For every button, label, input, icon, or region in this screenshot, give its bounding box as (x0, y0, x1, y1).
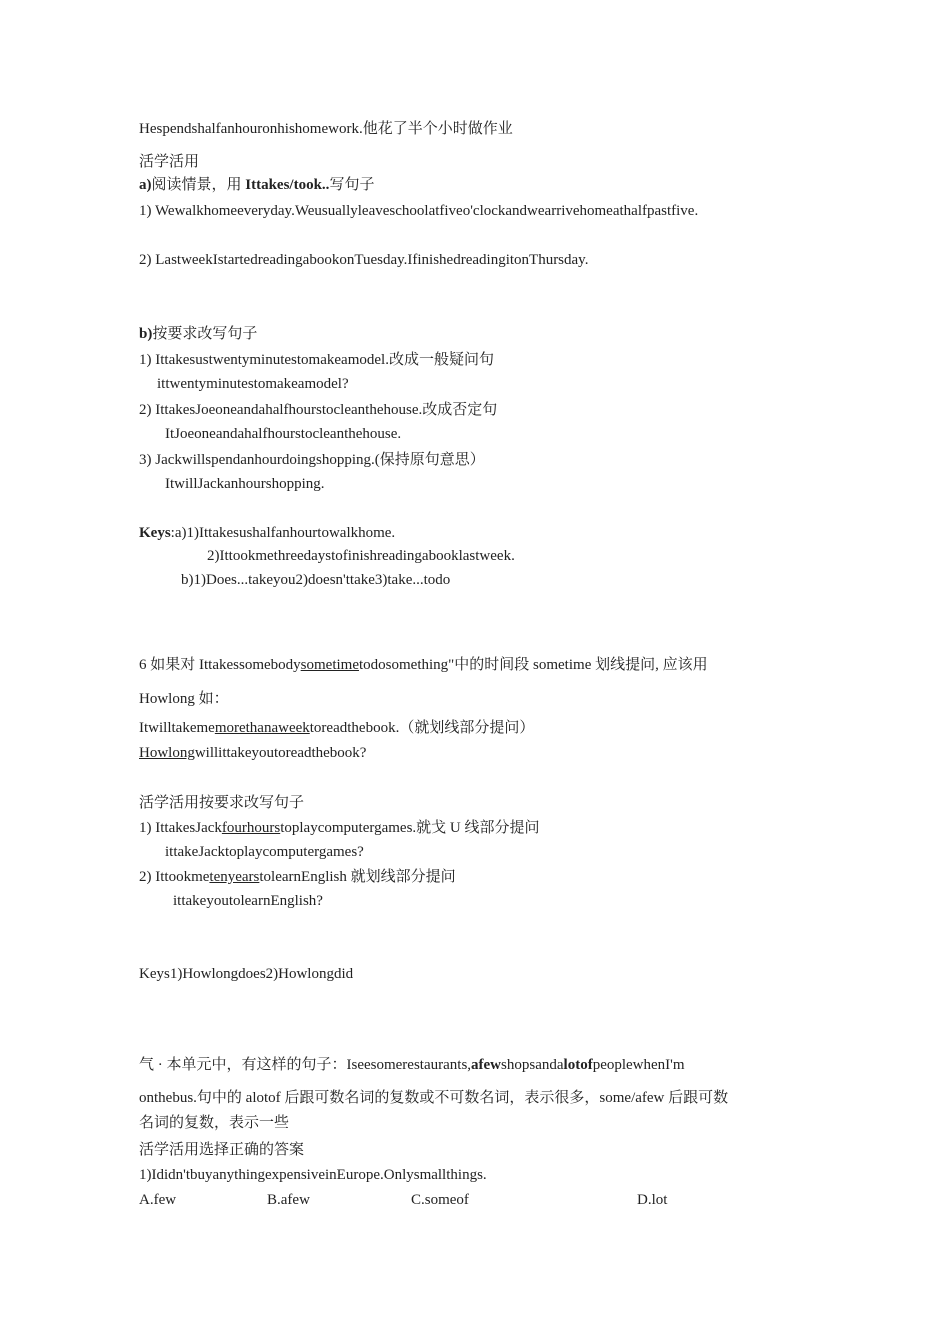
exercise-item (139, 819, 540, 837)
text-line: Hespendshalfanhouronhishomework.他花了半个小时做作业 (139, 121, 513, 137)
example-sentence (139, 744, 366, 762)
text-segment: 1) IttakesJack (139, 820, 222, 836)
underlined-text: tenyears (209, 869, 260, 885)
text-line (139, 1056, 685, 1074)
underlined-text: fourhours (221, 820, 281, 836)
pattern-text: Ittakes/took.. (245, 177, 330, 193)
example-sentence (139, 719, 534, 737)
exercise-item: 1)Ididn'tbuyanythingexpensiveinEurope.Onlysmallthings. (139, 1167, 487, 1183)
keys-label: Keys (139, 525, 171, 541)
option-d: D.lot (637, 1192, 668, 1208)
option-a: A.few (139, 1192, 177, 1208)
instruction-text: 写句子 (329, 177, 375, 193)
keys-line: Keys1)Howlongdoes2)Howlongdid (139, 966, 354, 982)
text-segment: 气 · 本单元中，有这样的句子：Iseesomerestaurants, (139, 1057, 472, 1073)
text-segment: todosomething"中的时间段 sometime 划线提问, 应该用 (358, 657, 708, 673)
keys-line: b)1)Does...takeyou2)doesn'ttake3)take...todo (181, 572, 451, 588)
section-heading: 活学活用按要求改写句子 (139, 795, 305, 811)
underlined-text: morethanaweek (214, 720, 310, 736)
exercise-instruction (139, 176, 374, 194)
bold-text: afew (471, 1057, 502, 1073)
exercise-item: 2) IttakesJoeoneandahalfhourstocleanthehouse.改成否定句 (139, 402, 498, 418)
text-line: onthebus.句中的 alotof 后跟可数名词的复数或不可数名词，表示很多，some/afew 后跟可数 (139, 1090, 729, 1106)
answer-blank-line: ittwentyminutestomakeamodel? (157, 376, 349, 392)
text-line: 名词的复数，表示一些 (139, 1115, 290, 1131)
text-segment: Itwilltakeme (139, 720, 215, 736)
label-b: b) (139, 326, 153, 342)
exercise-item: 1) Wewalkhomeeveryday.Weusuallyleaveschoolatfiveo'clockandwearrivehomeathalfpastfive. (139, 203, 699, 219)
text-segment: toreadthebook.（就划线部分提问） (309, 720, 535, 736)
text-segment: toplaycomputergames.就戈 U 线部分提问 (280, 820, 540, 836)
underlined-text: Howlong (139, 745, 195, 761)
text-line (139, 656, 708, 674)
text-segment: 6 如果对 Ittakessomebody (139, 657, 301, 673)
section-heading: 活学活用选择正确的答案 (139, 1142, 305, 1158)
section-heading: 活学活用 (139, 154, 200, 170)
text-segment: 2) Ittookme (139, 869, 210, 885)
instruction-text: 阅读情景，用 (151, 177, 246, 193)
text-segment: peoplewhenI'm (592, 1057, 685, 1073)
exercise-item: 3) Jackwillspendanhourdoingshopping.(保持原句意思） (139, 452, 485, 468)
exercise-item: 1) Ittakesustwentyminutestomakeamodel.改成一般疑问句 (139, 352, 494, 368)
exercise-item: 2) LastweekIstartedreadingabookonTuesday.IfinishedreadingitonThursday. (139, 252, 589, 268)
keys-line (139, 524, 395, 542)
keys-line: 2)Ittookmethreedaystofinishreadingabooklastweek. (207, 548, 515, 564)
answer-blank-line: ItwillJackanhourshopping. (165, 476, 325, 492)
answer-blank-line: ittakeJacktoplaycomputergames? (165, 844, 364, 860)
answer-blank-line: ittakeyoutolearnEnglish? (173, 893, 323, 909)
bold-text: lotof (563, 1057, 593, 1073)
label-a: a) (139, 177, 152, 193)
text-line: Howlong 如： (139, 691, 229, 707)
text-segment: willittakeyoutoreadthebook? (194, 745, 367, 761)
exercise-item (139, 868, 456, 886)
text-segment: tolearnEnglish 就划线部分提问 (259, 869, 456, 885)
underlined-text: sometime (300, 657, 359, 673)
instruction-text: 按要求改写句子 (152, 326, 258, 342)
answer-blank-line: ItJoeoneandahalfhourstocleanthehouse. (165, 426, 402, 442)
text-segment: shopsanda (501, 1057, 564, 1073)
option-b: B.afew (267, 1192, 310, 1208)
option-c: C.someof (411, 1192, 469, 1208)
exercise-instruction (139, 325, 257, 343)
keys-text: :a)1)Ittakesushalfanhourtowalkhome. (170, 525, 396, 541)
